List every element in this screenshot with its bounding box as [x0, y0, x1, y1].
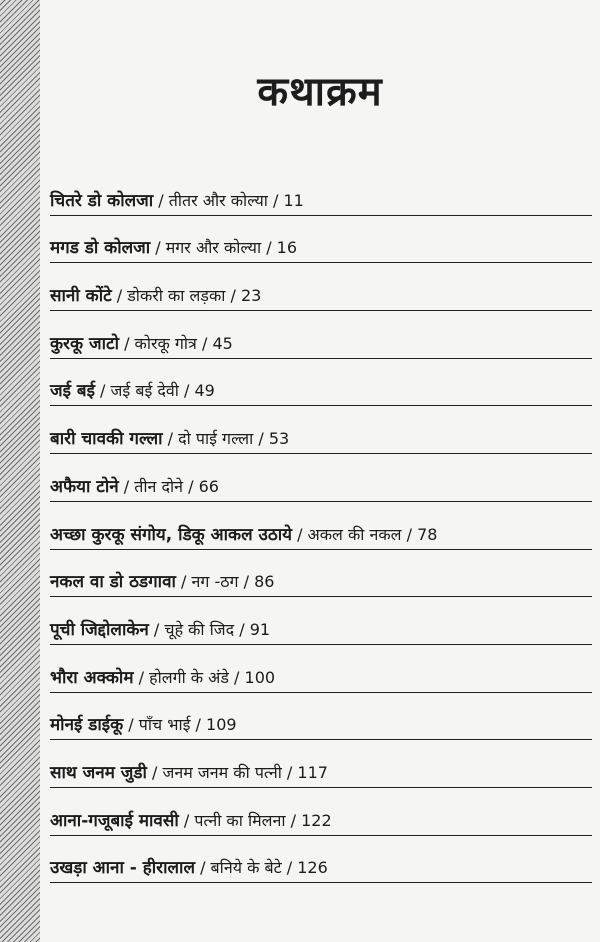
- toc-entry-subtitle: कोरकू गोत्र: [134, 333, 197, 353]
- toc-separator: /: [238, 572, 255, 592]
- toc-entry-page-number: 100: [244, 667, 276, 687]
- toc-entry-text: [50, 429, 289, 449]
- toc-entry-title: अफैया टोने: [50, 476, 119, 497]
- toc-separator: /: [123, 715, 139, 735]
- toc-entry-subtitle: तीतर और कोल्या: [168, 190, 268, 210]
- toc-separator: /: [178, 810, 195, 830]
- toc-entry-subtitle: पत्नी का मिलना: [194, 810, 286, 830]
- toc-entry: [50, 693, 592, 741]
- toc-entry: [50, 359, 592, 407]
- page: [40, 0, 600, 942]
- toc-entry-subtitle: डोकरी का लड़का: [127, 286, 226, 306]
- toc-entry-title: जई बई: [50, 381, 95, 402]
- toc-separator: /: [118, 476, 135, 496]
- toc-separator: /: [261, 238, 277, 258]
- toc-separator: /: [291, 524, 308, 544]
- toc-entry-page-number: 11: [283, 190, 304, 210]
- toc-entry-title: अच्छा कुरकू संगोय, डिकू आकल उठाये: [50, 524, 292, 545]
- toc-entry-title: नकल वा डो ठडगावा: [50, 572, 176, 593]
- toc-separator: /: [94, 381, 111, 401]
- toc-entry-text: [50, 668, 275, 688]
- toc-entry: [50, 263, 592, 311]
- toc-entry-title: कुरकू जाटो: [50, 333, 119, 354]
- toc-entry-text: [50, 620, 270, 640]
- toc-entry: [50, 788, 592, 836]
- toc-separator: /: [178, 381, 195, 401]
- toc-entry-title: पूची जिद्दोलाकेन: [50, 619, 149, 640]
- toc-entry: [50, 406, 592, 454]
- toc-entry: [50, 740, 592, 788]
- toc-entry-text: [50, 572, 274, 592]
- toc-separator: /: [225, 286, 241, 306]
- toc-separator: /: [133, 667, 150, 687]
- toc-entry-text: [50, 381, 215, 401]
- toc-entry-text: [50, 763, 328, 783]
- toc-entry: [50, 597, 592, 645]
- toc-separator: /: [162, 429, 179, 449]
- toc-entry-page-number: 16: [276, 238, 298, 258]
- toc-entry-page-number: 66: [198, 476, 219, 496]
- toc-entry-title: साथ जनम जुडी: [50, 762, 147, 783]
- toc-entry-page-number: 126: [297, 858, 328, 878]
- toc-entry: [50, 550, 592, 598]
- toc-entry-title: बारी चावकी गल्ला: [50, 429, 163, 450]
- toc-entry-text: [50, 238, 297, 258]
- toc-entry-text: [50, 858, 328, 878]
- toc-separator: /: [118, 333, 135, 353]
- toc-separator: /: [194, 858, 211, 878]
- toc-separator: /: [285, 810, 302, 830]
- toc-entry-title: चितरे डो कोलजा: [50, 190, 154, 211]
- toc-entry-title: आना-गजूबाई मावसी: [50, 810, 179, 831]
- toc-entry-page-number: 45: [212, 333, 233, 353]
- toc-separator: /: [175, 572, 192, 592]
- toc-separator: /: [401, 524, 418, 544]
- toc-entry-subtitle: जई बई देवी: [110, 381, 179, 401]
- toc-separator: /: [234, 619, 250, 639]
- toc-separator: /: [153, 190, 169, 210]
- toc-entry: [50, 168, 592, 216]
- toc-separator: /: [253, 429, 269, 449]
- toc-entry-subtitle: जनम जनम की पत्नी: [162, 762, 282, 782]
- toc-entry-title: मोनई डाईकू: [50, 715, 124, 736]
- toc-entry-subtitle: अकल की नकल: [307, 524, 402, 544]
- toc-entry-text: [50, 286, 261, 306]
- toc-separator: /: [183, 476, 199, 496]
- toc-entry-title: मगड डो कोलजा: [50, 238, 151, 259]
- toc-entry-page-number: 109: [206, 715, 237, 735]
- toc-separator: /: [146, 762, 163, 782]
- toc-entry-text: [50, 715, 237, 735]
- toc-entry-page-number: 23: [240, 286, 262, 306]
- toc-entry-subtitle: बनिये के बेटे: [210, 858, 282, 878]
- toc-entry-text: [50, 525, 437, 545]
- toc-entry-text: [50, 811, 332, 831]
- toc-entry: [50, 311, 592, 359]
- toc-separator: /: [148, 619, 165, 639]
- page-title: कथाक्रम: [257, 69, 383, 115]
- toc-entry-subtitle: पाँच भाई: [138, 715, 191, 735]
- toc-separator: /: [228, 667, 245, 687]
- toc-entry-title: भौरा अक्कोम: [50, 667, 134, 688]
- toc-separator: /: [196, 333, 213, 353]
- toc-entry-subtitle: चूहे की जिद: [164, 619, 235, 639]
- toc-entry-title: उखड़ा आना - हीरालाल: [50, 858, 195, 879]
- toc-separator: /: [267, 190, 284, 210]
- page-edge-hatching: [0, 0, 40, 942]
- toc-entry-page-number: 122: [301, 810, 332, 830]
- toc-entry: [50, 645, 592, 693]
- toc-entry-page-number: 117: [297, 762, 328, 782]
- toc-separator: /: [281, 858, 298, 878]
- toc-entry-page-number: 78: [417, 524, 438, 544]
- toc-separator: /: [281, 762, 298, 782]
- toc-entry: [50, 502, 592, 550]
- toc-entry-subtitle: होलगी के अंडे: [149, 667, 229, 687]
- toc-entry-page-number: 91: [249, 619, 271, 639]
- toc-entry-text: [50, 334, 233, 354]
- toc-separator: /: [190, 715, 207, 735]
- toc-entry-subtitle: तीन दोने: [134, 476, 184, 496]
- toc-entry-subtitle: मगर और कोल्या: [165, 238, 262, 258]
- toc-entry-page-number: 86: [254, 572, 275, 592]
- toc-separator: /: [111, 286, 128, 306]
- toc-entry: [50, 454, 592, 502]
- toc-entry-page-number: 49: [194, 381, 215, 401]
- toc-entry-text: [50, 477, 219, 497]
- toc-entry: [50, 216, 592, 264]
- toc-entry-title: सानी कोंटे: [50, 286, 112, 307]
- toc-entry-page-number: 53: [268, 429, 290, 449]
- toc-entry-subtitle: नग -ठग: [191, 572, 239, 592]
- toc-separator: /: [150, 238, 166, 258]
- toc-entry-text: [50, 191, 304, 211]
- toc-entry-subtitle: दो पाई गल्ला: [178, 429, 254, 449]
- toc-entry: [50, 836, 592, 884]
- table-of-contents: [50, 168, 592, 883]
